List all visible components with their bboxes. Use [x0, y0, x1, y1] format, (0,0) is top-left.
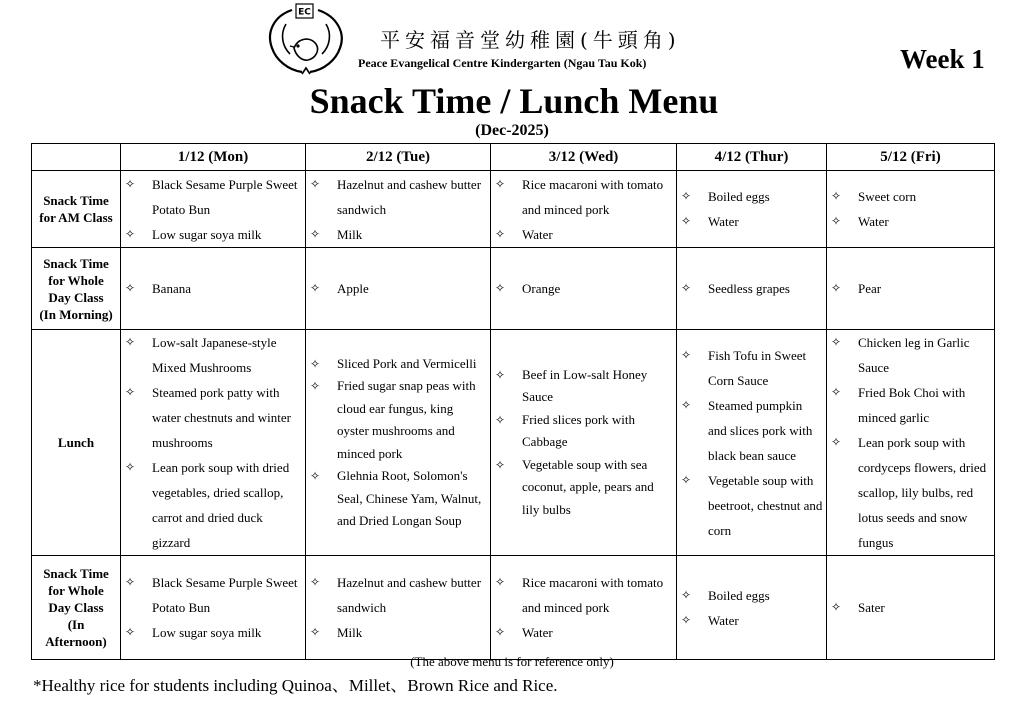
school-logo [262, 2, 352, 80]
menu-cell [827, 556, 995, 660]
sparkle-bullet-icon: ✧ [494, 226, 506, 241]
menu-item-text: Fried sugar snap peas with cloud ear fungus, king oyster mushrooms and minced pork [337, 378, 476, 461]
menu-item-text: Pear [858, 281, 882, 296]
menu-item-text: Steamed pumpkin and slices pork with black bean sauce [708, 397, 813, 463]
school-name-chinese: 平安福音堂幼稚園(牛頭角) [380, 28, 681, 52]
sparkle-bullet-icon: ✧ [830, 385, 842, 399]
menu-item-text: Water [522, 226, 553, 242]
day-header-row [32, 144, 995, 171]
sparkle-bullet-icon: ✧ [124, 385, 136, 399]
row-label-line: for AM Class [39, 210, 113, 225]
menu-item-text: Fried Bok Choi with minced garlic [858, 385, 966, 425]
day-header: 3/12 (Wed) [491, 144, 677, 171]
menu-item-text: Hazelnut and cashew butter sandwich [337, 575, 482, 615]
menu-item [308, 353, 488, 376]
menu-item-text: Black Sesame Purple Sweet Potato Bun [152, 176, 298, 217]
menu-item-list [308, 570, 488, 645]
menu-item-list [829, 184, 992, 234]
menu-item [679, 468, 824, 543]
menu-cell [306, 248, 491, 330]
row-label [32, 248, 121, 330]
menu-cell [491, 330, 677, 556]
day-header: 2/12 (Tue) [306, 144, 491, 171]
menu-item-list [493, 172, 674, 247]
sparkle-bullet-icon: ✧ [830, 600, 842, 614]
menu-cell [121, 556, 306, 660]
menu-item [308, 375, 488, 465]
menu-item-text: Chicken leg in Garlic Sauce [858, 335, 970, 375]
menu-item-list [308, 276, 488, 301]
menu-cell [827, 248, 995, 330]
day-header: 4/12 (Thur) [677, 144, 827, 171]
logo-text: EC [298, 7, 311, 18]
sparkle-bullet-icon: ✧ [680, 397, 692, 412]
menu-item [829, 330, 992, 380]
menu-item [123, 570, 303, 620]
menu-item [308, 222, 488, 247]
menu-table [31, 143, 995, 660]
sparkle-bullet-icon: ✧ [124, 625, 136, 639]
menu-item [123, 455, 303, 555]
sparkle-bullet-icon: ✧ [494, 457, 506, 472]
menu-item [829, 595, 992, 620]
sparkle-bullet-icon: ✧ [830, 281, 842, 295]
logo-left-wing-icon [270, 10, 302, 72]
menu-item [829, 380, 992, 430]
menu-item-text: Water [708, 612, 739, 628]
row-label-line: for Whole [48, 583, 104, 598]
row-label-line: Snack Time [43, 193, 109, 208]
menu-item-text: Beef in Low-salt Honey Sauce [522, 366, 648, 405]
menu-item-text: Rice macaroni with tomato and minced pork [522, 176, 664, 217]
sparkle-bullet-icon: ✧ [309, 575, 321, 589]
menu-row [32, 556, 995, 660]
menu-item [493, 409, 674, 454]
menu-item [493, 276, 674, 301]
menu-item-text: Low sugar soya milk [152, 226, 262, 242]
footer-note: *Healthy rice for students including Quinoa、Millet、Brown Rice and Rice. [33, 676, 558, 695]
menu-cell [827, 171, 995, 248]
menu-item-text: Water [858, 214, 889, 229]
menu-item [308, 620, 488, 645]
menu-row [32, 171, 995, 248]
menu-item [123, 172, 303, 222]
menu-item [308, 276, 488, 301]
menu-item-list [829, 595, 992, 620]
sparkle-bullet-icon: ✧ [494, 281, 506, 295]
menu-item-list [493, 570, 674, 645]
sparkle-bullet-icon: ✧ [494, 367, 506, 382]
sparkle-bullet-icon: ✧ [680, 587, 692, 602]
menu-cell [677, 330, 827, 556]
menu-cell [121, 330, 306, 556]
sparkle-bullet-icon: ✧ [309, 356, 321, 371]
menu-cell [827, 330, 995, 556]
menu-cell [677, 171, 827, 248]
sparkle-bullet-icon: ✧ [309, 379, 321, 393]
sparkle-bullet-icon: ✧ [830, 189, 842, 203]
menu-item-list [308, 353, 488, 533]
sparkle-bullet-icon: ✧ [680, 281, 692, 295]
menu-item-list [123, 570, 303, 645]
menu-item-list [679, 583, 824, 633]
menu-item-text: Rice macaroni with tomato and minced pork [522, 575, 664, 615]
corner-cell [32, 144, 121, 171]
sparkle-bullet-icon: ✧ [830, 435, 842, 449]
menu-item [308, 570, 488, 620]
row-label-line: Snack Time [43, 566, 109, 581]
row-label-line: (In Morning) [39, 306, 113, 322]
menu-item-text: Fish Tofu in Sweet Corn Sauce [708, 347, 807, 388]
logo-right-wing-icon [310, 10, 342, 72]
sparkle-bullet-icon: ✧ [124, 281, 136, 295]
menu-item-list [493, 364, 674, 522]
sparkle-bullet-icon: ✧ [309, 226, 321, 241]
menu-item-list [679, 343, 824, 543]
menu-item-text: Vegetable soup with beetroot, chestnut and corn [708, 472, 823, 538]
sparkle-bullet-icon: ✧ [309, 281, 321, 295]
menu-item [679, 184, 824, 209]
menu-item-text: Black Sesame Purple Sweet Potato Bun [152, 575, 298, 615]
menu-cell [491, 556, 677, 660]
menu-item-list [308, 172, 488, 247]
menu-item [493, 620, 674, 645]
sparkle-bullet-icon: ✧ [680, 189, 692, 203]
menu-item-list [679, 276, 824, 301]
menu-item-text: Fried slices pork with Cabbage [522, 411, 636, 450]
sparkle-bullet-icon: ✧ [124, 460, 136, 474]
menu-item [679, 276, 824, 301]
menu-item-text: Orange [522, 281, 561, 296]
sparkle-bullet-icon: ✧ [494, 575, 506, 589]
menu-item-text: Glehnia Root, Solomon's Seal, Chinese Yam, Walnut, and Dried Longan Soup [337, 468, 482, 528]
reference-note: (The above menu is for reference only) [410, 654, 614, 669]
sparkle-bullet-icon: ✧ [680, 347, 692, 362]
menu-item [679, 343, 824, 393]
row-label-line: Afternoon) [45, 634, 107, 649]
sparkle-bullet-icon: ✧ [830, 214, 842, 228]
month-subtitle: (Dec-2025) [475, 122, 549, 139]
menu-item [123, 380, 303, 455]
menu-item-text: Low sugar soya milk [152, 625, 262, 640]
row-label [32, 556, 121, 660]
menu-item-text: Boiled eggs [708, 587, 770, 603]
menu-item [679, 608, 824, 633]
menu-cell [491, 171, 677, 248]
menu-item-text: Hazelnut and cashew butter sandwich [337, 176, 482, 217]
menu-item-list [679, 184, 824, 234]
logo-dove-icon [294, 39, 318, 60]
menu-item [829, 430, 992, 555]
sparkle-bullet-icon: ✧ [124, 226, 136, 241]
menu-cell [677, 556, 827, 660]
sparkle-bullet-icon: ✧ [494, 176, 506, 191]
menu-row [32, 330, 995, 556]
row-label-line: Day Class [48, 289, 104, 305]
menu-item [829, 276, 992, 301]
menu-item [123, 330, 303, 380]
row-label [32, 171, 121, 248]
menu-item-text: Water [708, 214, 739, 229]
menu-item [123, 276, 303, 301]
day-header: 1/12 (Mon) [121, 144, 306, 171]
row-label-line: Lunch [57, 435, 95, 450]
menu-row [32, 248, 995, 330]
menu-item-text: Lean pork soup with dried vegetables, dried scallop, carrot and dried duck gizzard [152, 460, 290, 550]
sparkle-bullet-icon: ✧ [494, 412, 506, 427]
menu-item-list [123, 172, 303, 247]
menu-cell [121, 171, 306, 248]
menu-item [123, 620, 303, 645]
row-label-line: for Whole [48, 272, 104, 288]
sparkle-bullet-icon: ✧ [309, 625, 321, 639]
menu-item [493, 364, 674, 409]
sparkle-bullet-icon: ✧ [830, 335, 842, 349]
menu-item-text: Boiled eggs [708, 189, 770, 204]
menu-item-text: Sater [858, 600, 885, 615]
menu-item-text: Apple [337, 281, 369, 296]
sparkle-bullet-icon: ✧ [309, 176, 321, 191]
menu-item [679, 583, 824, 608]
menu-cell [306, 330, 491, 556]
menu-item [493, 222, 674, 247]
menu-item [829, 209, 992, 234]
sparkle-bullet-icon: ✧ [680, 214, 692, 228]
row-label-line: (In [67, 617, 85, 632]
menu-item-text: Milk [337, 625, 363, 640]
row-label-line: Snack Time [43, 255, 109, 271]
menu-item [493, 172, 674, 222]
week-label: Week 1 [900, 44, 985, 74]
sparkle-bullet-icon: ✧ [124, 335, 136, 349]
menu-item-text: Lean pork soup with cordyceps flowers, dried scallop, lily bulbs, red lotus seeds and snow fungus [858, 435, 987, 550]
menu-item-list [123, 330, 303, 555]
menu-cell [121, 248, 306, 330]
menu-cell [677, 248, 827, 330]
menu-item-text: Sweet corn [858, 189, 917, 204]
menu-item-text: Sliced Pork and Vermicelli [337, 355, 477, 371]
menu-item-text: Steamed pork patty with water chestnuts and winter mushrooms [152, 385, 291, 450]
row-label-line: Day Class [48, 600, 104, 615]
menu-cell [306, 171, 491, 248]
sparkle-bullet-icon: ✧ [309, 469, 321, 483]
menu-item [679, 393, 824, 468]
menu-cell [306, 556, 491, 660]
sparkle-bullet-icon: ✧ [124, 575, 136, 589]
menu-item-list [829, 330, 992, 555]
sparkle-bullet-icon: ✧ [124, 176, 136, 191]
menu-item-text: Vegetable soup with sea coconut, apple, pears and lily bulbs [522, 456, 654, 517]
school-name-english: Peace Evangelical Centre Kindergarten (Ngau Tau Kok) [358, 56, 647, 70]
menu-item [679, 209, 824, 234]
menu-item-text: Water [522, 625, 553, 640]
menu-item-text: Banana [152, 281, 191, 296]
menu-item [493, 570, 674, 620]
menu-cell [491, 248, 677, 330]
page-title: Snack Time / Lunch Menu [309, 81, 719, 121]
menu-item-text: Seedless grapes [708, 281, 790, 296]
row-label [32, 330, 121, 556]
sparkle-bullet-icon: ✧ [680, 472, 692, 487]
menu-item [308, 465, 488, 533]
menu-item [123, 222, 303, 247]
menu-item [308, 172, 488, 222]
day-header: 5/12 (Fri) [827, 144, 995, 171]
menu-item-list [493, 276, 674, 301]
menu-item [493, 454, 674, 522]
menu-item-list [829, 276, 992, 301]
menu-item-list [123, 276, 303, 301]
sparkle-bullet-icon: ✧ [494, 625, 506, 639]
menu-item-text: Milk [337, 226, 363, 242]
menu-item [829, 184, 992, 209]
menu-item-text: Low-salt Japanese-style Mixed Mushrooms [152, 335, 277, 375]
sparkle-bullet-icon: ✧ [680, 612, 692, 627]
